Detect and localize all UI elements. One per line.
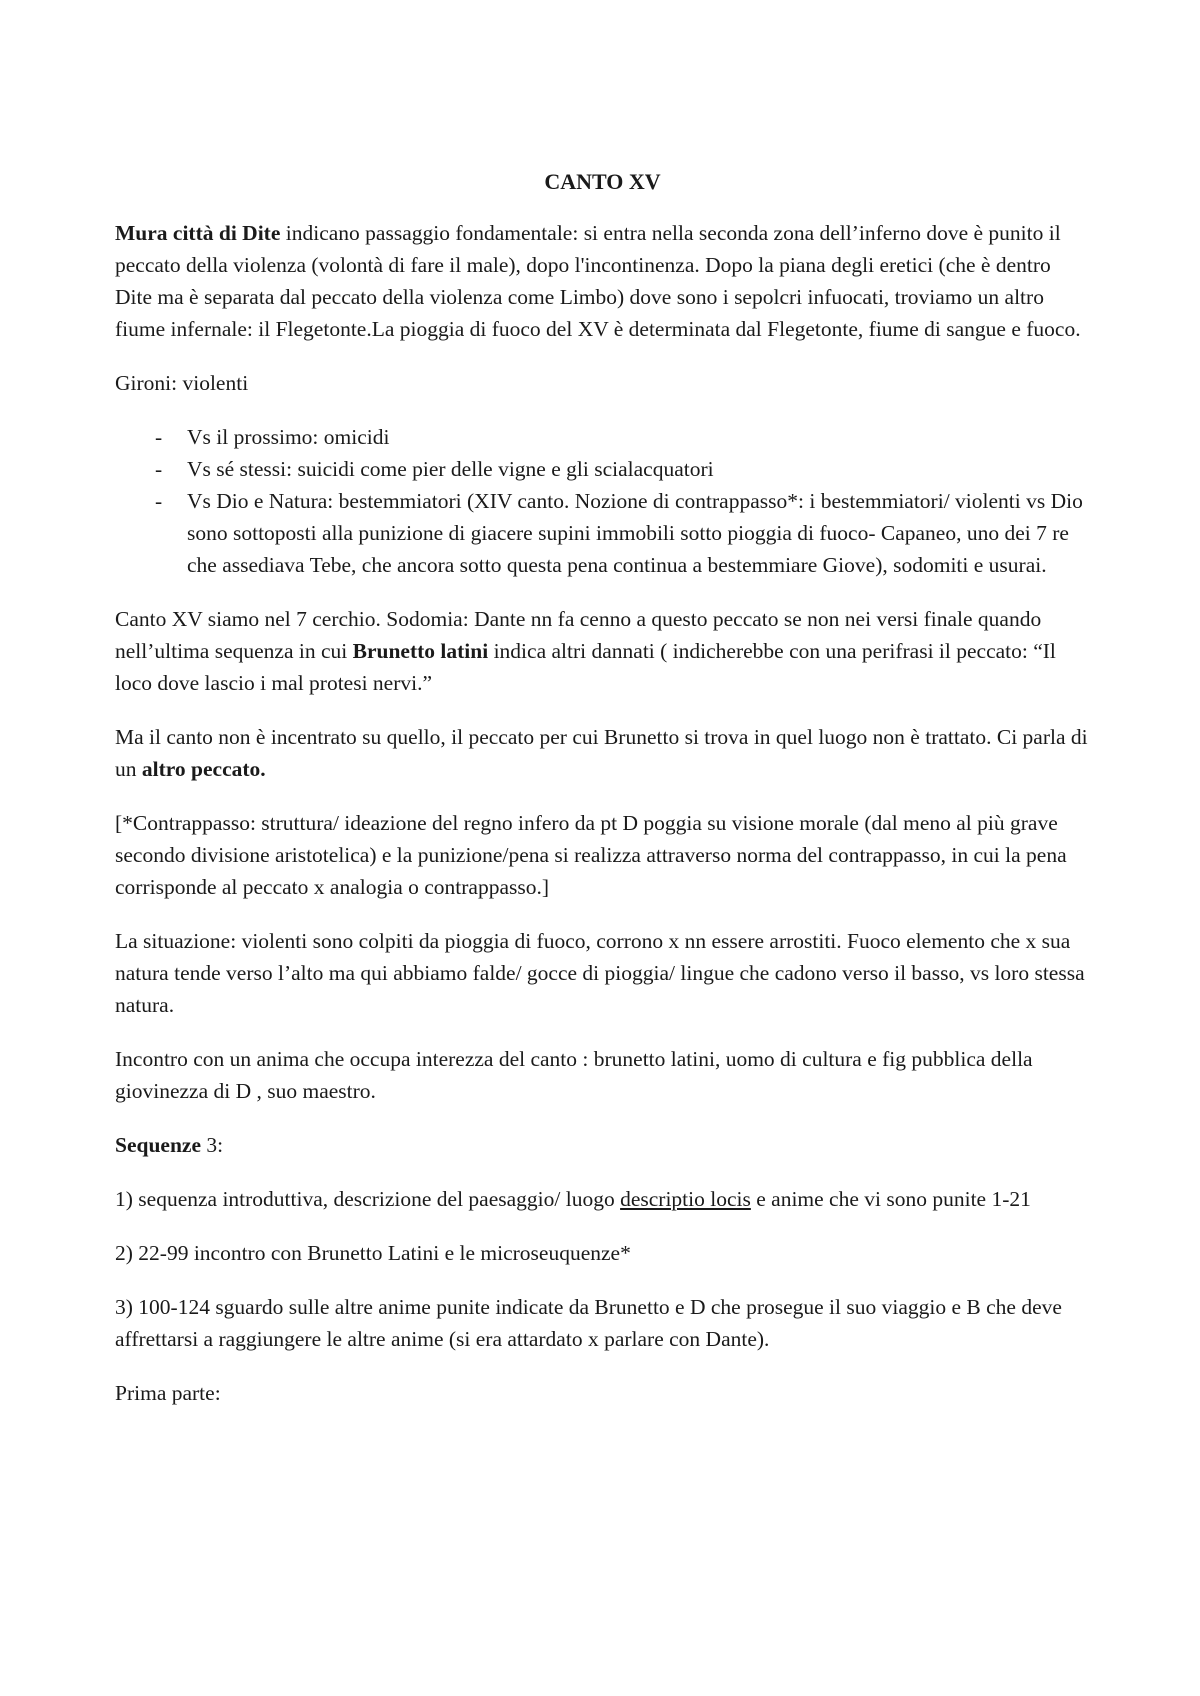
gironi-list [115, 421, 1090, 581]
underline-descriptio: descriptio locis [620, 1187, 751, 1211]
sequence-2: 2) 22-99 incontro con Brunetto Latini e le microseuquenze* [115, 1241, 631, 1265]
sequenze-count: 3: [201, 1133, 224, 1157]
paragraph-sodomia-text2: indica altri dannati ( indicherebbe con una perifrasi il peccato: “Il loco dove lascio i mal protesi nervi.” [115, 639, 1056, 695]
paragraph-altro-text: Ma il canto non è incentrato su quello, il peccato per cui Brunetto si trova in quel luogo non è trattato. Ci parla di un [115, 725, 1088, 781]
list-item: - Vs il prossimo: omicidi [115, 421, 1090, 453]
bold-altro-peccato: altro peccato. [141, 757, 266, 781]
paragraph-altro-peccato [115, 721, 1090, 785]
list-item: - Vs Dio e Natura: bestemmiatori (XIV canto. Nozione di contrappasso*: i bestemmiatori/ violenti vs Dio sono sottoposti alla punizione di giacere supini immobili sotto pioggia di fuoco- Capaneo, uno dei 7 re che assediava Tebe, che ancora sotto questa pena continua a bestemmiare Giove), sodomiti e usurai. [115, 485, 1090, 581]
gironi-heading: Gironi: violenti [115, 371, 249, 395]
bold-mura-citta: Mura città di Dite [115, 221, 281, 245]
paragraph-contrappasso: [*Contrappasso: struttura/ ideazione del regno infero da pt D poggia su visione morale (dal meno al più grave secondo divisione aristotelica) e la punizione/pena si realizza attraverso norma del contrappasso, in cui la pena corrisponde al peccato x analogia o contrappasso.] [115, 811, 1067, 899]
sequence-1 [115, 1183, 1090, 1215]
paragraph-sodomia [115, 603, 1090, 699]
paragraph-sodomia-text1: Canto XV siamo nel 7 cerchio. Sodomia: Dante nn fa cenno a questo peccato se non nei versi finale quando nell’ultima sequenza in cui [115, 607, 1042, 663]
document-page [115, 166, 1090, 1431]
bold-brunetto: Brunetto latini [352, 639, 489, 663]
sequence-1-text2: e anime che vi sono punite 1-21 [750, 1187, 1031, 1211]
bold-sequenze: Sequenze [115, 1133, 201, 1157]
paragraph-dite-text: indicano passaggio fondamentale: si entra nella seconda zona dell’inferno dove è punito il peccato della violenza (volontà di fare il male), dopo l'incontinenza. Dopo la piana degli eretici (che è dentro Dite ma è separata dal peccato della violenza come Limbo) dove sono i sepolcri infuocati, troviamo un altro fiume infernale: il Flegetonte.La pioggia di fuoco del XV è determinata dal Flegetonte, fiume di sangue e fuoco. [115, 221, 1081, 341]
list-item: - Vs sé stessi: suicidi come pier delle vigne e gli scialacquatori [115, 453, 1090, 485]
sequenze-heading [115, 1129, 1090, 1161]
document-title: CANTO XV [544, 169, 661, 194]
prima-parte-heading: Prima parte: [115, 1381, 221, 1405]
paragraph-incontro: Incontro con un anima che occupa interezza del canto : brunetto latini, uomo di cultura e fig pubblica della giovinezza di D , suo maestro. [115, 1047, 1033, 1103]
sequence-3: 3) 100-124 sguardo sulle altre anime punite indicate da Brunetto e D che prosegue il suo viaggio e B che deve affrettarsi a raggiungere le altre anime (si era attardato x parlare con Dante). [115, 1295, 1062, 1351]
sequence-1-text1: 1) sequenza introduttiva, descrizione del paesaggio/ luogo [115, 1187, 621, 1211]
paragraph-situazione: La situazione: violenti sono colpiti da pioggia di fuoco, corrono x nn essere arrostiti. Fuoco elemento che x sua natura tende verso l’alto ma qui abbiamo falde/ gocce di pioggia/ lingue che cadono verso il basso, vs loro stessa natura. [115, 929, 1085, 1017]
paragraph-dite [115, 217, 1090, 345]
